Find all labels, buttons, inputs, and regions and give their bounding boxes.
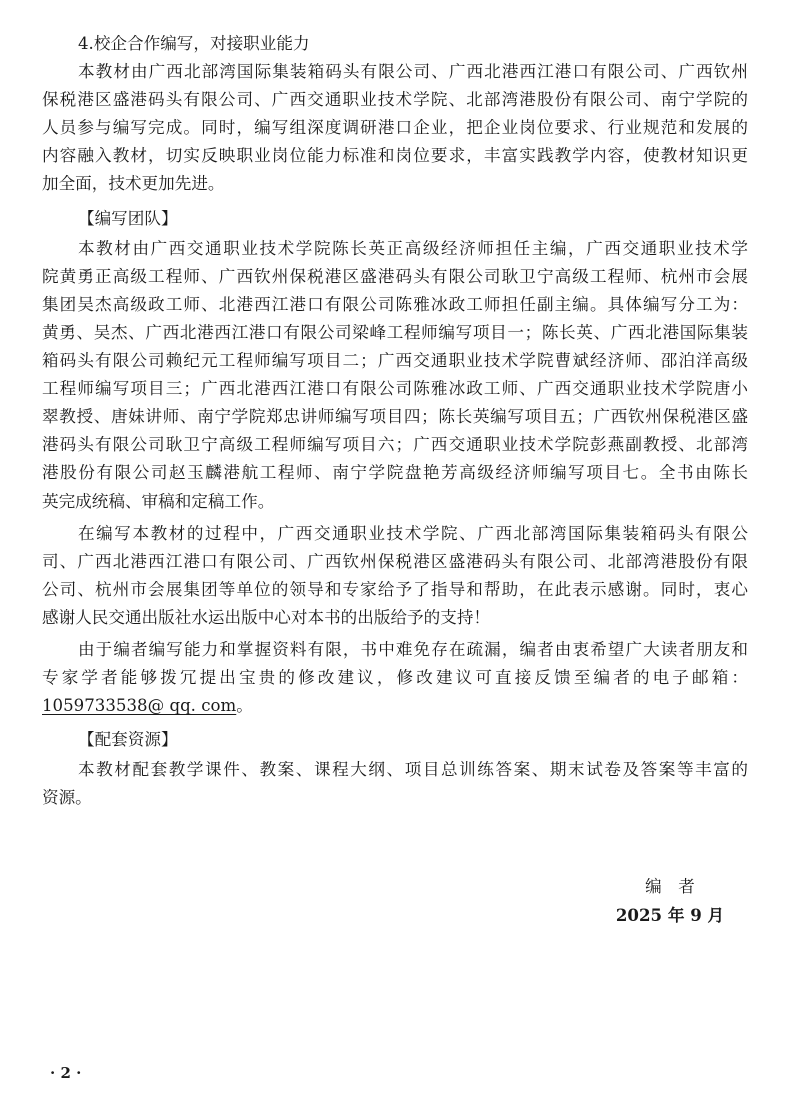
paragraph-line: 司、广西北港西江港口有限公司、广西钦州保税港区盛港码头有限公司、北部湾港股份有限 [42, 551, 748, 571]
paragraph-line: 人员参与编写完成。同时，编写组深度调研港口企业，把企业岗位要求、行业规范和发展的 [42, 118, 748, 138]
paragraph-line: 箱码头有限公司赖纪元工程师编写项目二；广西交通职业技术学院曹斌经济师、邵泊洋高级 [42, 351, 748, 371]
page-number: · 2 · [50, 1064, 82, 1082]
paragraph-line: 翠教授、唐妹讲师、南宁学院郑忠讲师编写项目四；陈长英编写项目五；广西钦州保税港区盛 [42, 407, 748, 427]
resources-heading: 【配套资源】 [78, 730, 178, 750]
paragraph-line: 感谢人民交通出版社水运出版中心对本书的出版给予的支持！ [42, 607, 491, 627]
signature-author: 编 者 [645, 877, 695, 896]
paragraph-line: 英完成统稿、审稿和定稿工作。 [42, 491, 275, 511]
paragraph-line: 由于编者编写能力和掌握资料有限，书中难免存在疏漏，编者由衷希望广大读者朋友和 [78, 639, 748, 659]
paragraph-line: 在编写本教材的过程中，广西交通职业技术学院、广西北部湾国际集装箱码头有限公 [78, 523, 748, 543]
paragraph-line: 资源。 [42, 788, 92, 808]
email-line [42, 692, 748, 720]
team-heading: 【编写团队】 [78, 208, 178, 228]
paragraph-line: 内容融入教材，切实反映职业岗位能力标准和岗位要求，丰富实践教学内容，使教材知识更 [42, 146, 748, 166]
paragraph-line: 本教材由广西交通职业技术学院陈长英正高级经济师担任主编，广西交通职业技术学 [78, 238, 748, 258]
paragraph-line: 集团吴杰高级政工师、北港西江港口有限公司陈雅冰政工师担任副主编。具体编写分工为： [42, 294, 748, 314]
email-link[interactable]: 1059733538@ qq. com [42, 696, 237, 716]
signature-date: 2025 年 9 月 [615, 905, 725, 925]
paragraph-line: 专家学者能够拨冗提出宝贵的修改建议，修改建议可直接反馈至编者的电子邮箱： [42, 668, 748, 688]
paragraph-line: 保税港区盛港码头有限公司、广西交通职业技术学院、北部湾港股份有限公司、南宁学院的 [42, 90, 748, 110]
signature-block [600, 873, 740, 929]
paragraph-line: 院黄勇正高级工程师、广西钦州保税港区盛港码头有限公司耿卫宁高级工程师、杭州市会展 [42, 266, 748, 286]
paragraph-line: 本教材配套教学课件、教案、课程大纲、项目总训练答案、期末试卷及答案等丰富的 [78, 760, 748, 780]
paragraph-line: 工程师编写项目三；广西北港西江港口有限公司陈雅冰政工师、广西交通职业技术学院唐小 [42, 379, 748, 399]
email-suffix: 。 [236, 696, 253, 716]
paragraph-line: 加全面，技术更加先进。 [42, 174, 225, 194]
document-page [42, 30, 748, 813]
paragraph-line: 港码头有限公司耿卫宁高级工程师编写项目六；广西交通职业技术学院彭燕副教授、北部湾 [42, 435, 748, 455]
paragraph-line: 黄勇、吴杰、广西北港西江港口有限公司梁峰工程师编写项目一；陈长英、广西北港国际集装 [42, 322, 748, 342]
section-title: 4.校企合作编写，对接职业能力 [78, 34, 310, 53]
paragraph-line: 港股份有限公司赵玉麟港航工程师、南宁学院盘艳芳高级经济师编写项目七。全书由陈长 [42, 463, 748, 483]
paragraph-line: 本教材由广西北部湾国际集装箱码头有限公司、广西北港西江港口有限公司、广西钦州 [78, 62, 748, 82]
paragraph-line: 公司、杭州市会展集团等单位的领导和专家给予了指导和帮助，在此表示感谢。同时，衷心 [42, 579, 748, 599]
